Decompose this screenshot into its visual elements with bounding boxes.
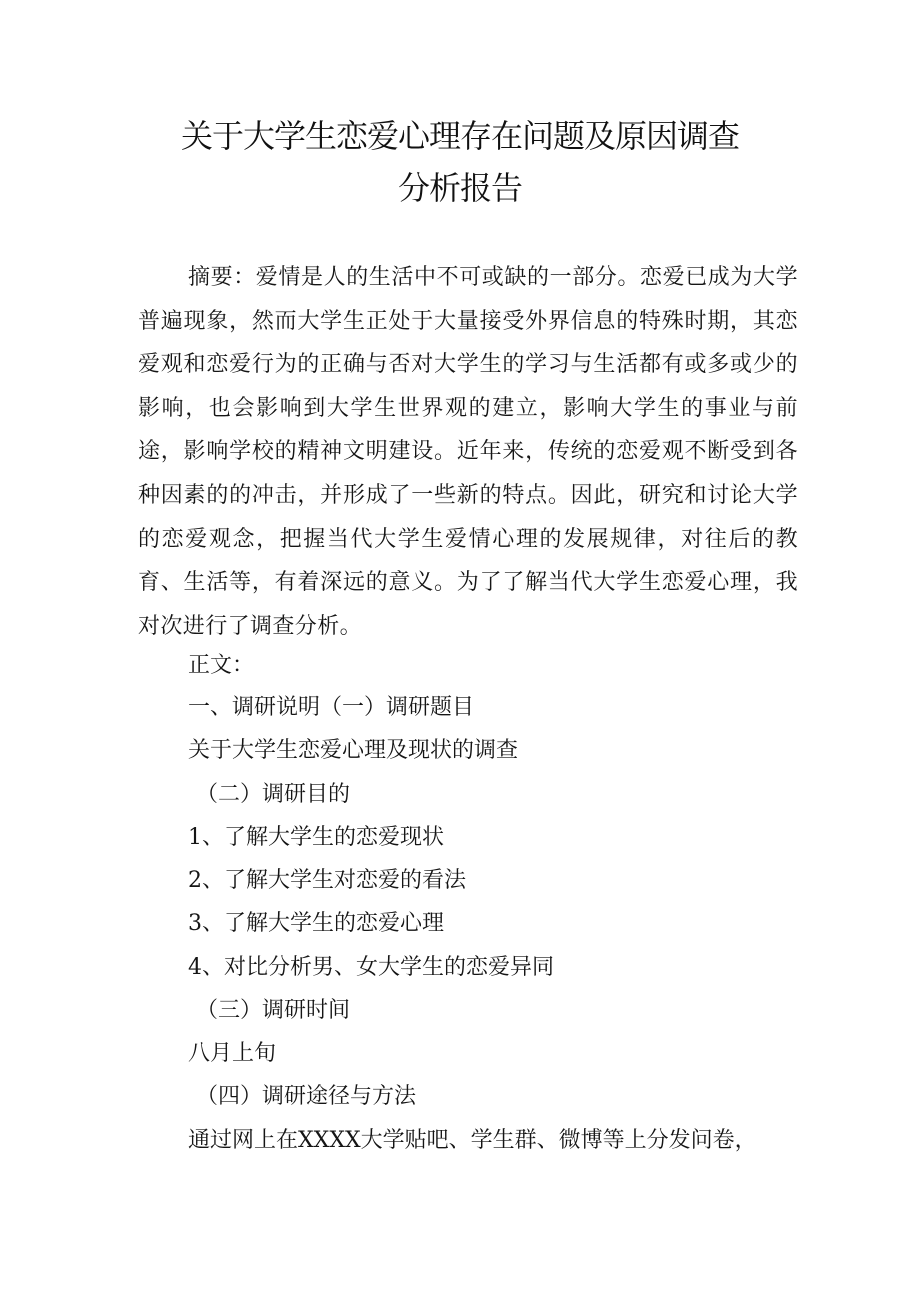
purpose-item: 3、了解大学生的恋爱心理: [188, 911, 444, 936]
document-title-line-1: 关于大学生恋爱心理存在问题及原因调查: [180, 117, 739, 155]
document-title-line-2: 分析报告: [397, 169, 522, 207]
subsection-4-heading: （四）调研途径与方法: [196, 1084, 417, 1109]
subsection-2-heading: （二）调研目的: [196, 782, 351, 807]
section-1-heading: 一、调研说明（一）调研题目: [188, 695, 475, 720]
subsection-3-heading: （三）调研时间: [196, 998, 351, 1023]
purpose-item: 4、对比分析男、女大学生的恋爱异同: [188, 955, 554, 980]
abstract-paragraph: 摘要：爱情是人的生活中不可或缺的一部分。恋爱已成为大学普遍现象，然而大学生正处于大量接受外界信息的特殊时期，其恋爱观和恋爱行为的正确与否对大学生的学习与生活都有或多或少的影响，也会影响到大学生世界观的建立，影响大学生的事业与前途，影响学校的精神文明建设。近年来，传统的恋爱观不断受到各种因素的的冲击，并形成了一些新的特点。因此，研究和讨论大学的恋爱观念，把握当代大学生爱情心理的发展规律，对往后的教育、生活等，有着深远的意义。为了了解当代大学生恋爱心理，我对次进行了调查分析。: [138, 265, 798, 639]
survey-topic: 关于大学生恋爱心理及现状的调查: [188, 738, 519, 763]
purpose-item: 1、了解大学生的恋爱现状: [188, 825, 444, 850]
survey-time: 八月上旬: [188, 1041, 277, 1066]
survey-method: 通过网上在XXXX大学贴吧、学生群、微博等上分发问卷，: [188, 1128, 757, 1153]
body-label: 正文：: [188, 653, 255, 678]
purpose-item: 2、了解大学生对恋爱的看法: [188, 868, 466, 893]
